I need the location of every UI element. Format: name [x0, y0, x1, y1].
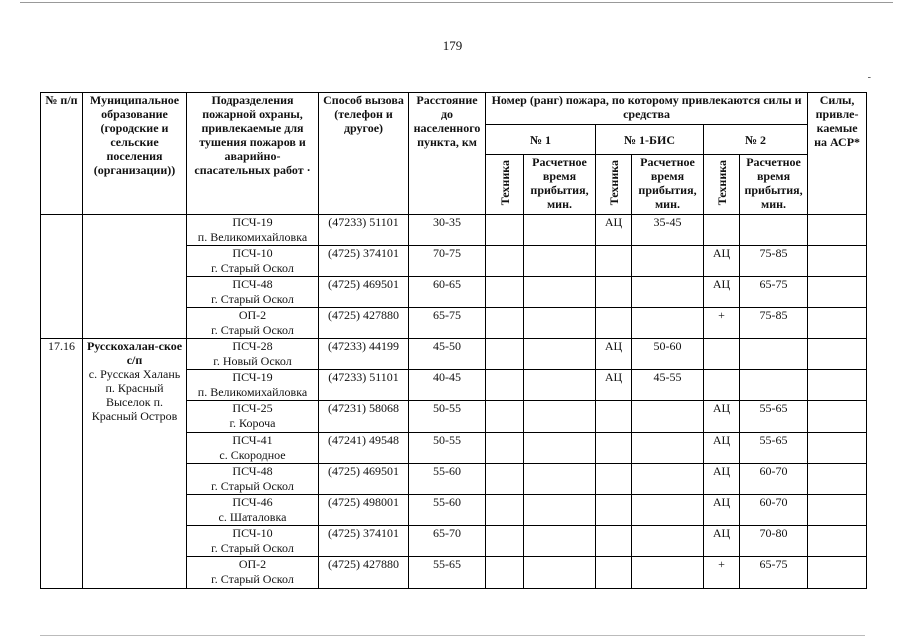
technique-rank-2: АЦ: [704, 464, 740, 495]
technique-rank-2: +: [704, 308, 740, 339]
distance: 60-65: [409, 277, 486, 308]
unit-name: ОП-2: [238, 308, 267, 322]
technique-rank-2: АЦ: [704, 433, 740, 464]
arrival-rank-1bis: 45-55: [632, 370, 704, 401]
unit-place: г. Старый Оскол: [211, 292, 294, 306]
arrival-rank-1: [524, 557, 596, 589]
arrival-rank-1: [524, 495, 596, 526]
technique-rank-1: [486, 464, 524, 495]
technique-rank-1bis: [596, 557, 632, 589]
header-rank-title: Номер (ранг) пожара, по которому привлекаются силы и средства: [486, 93, 808, 125]
arrival-rank-2: 55-65: [740, 401, 808, 433]
arrival-rank-2: 75-85: [740, 308, 808, 339]
unit-name: ПСЧ-10: [232, 526, 273, 540]
technique-rank-1bis: АЦ: [596, 339, 632, 370]
table-body: [41, 215, 867, 589]
table-row: [41, 339, 867, 370]
asr-forces: [808, 339, 867, 370]
call-method: (4725) 498001: [319, 495, 409, 526]
technique-rank-1: [486, 526, 524, 557]
technique-rank-2: АЦ: [704, 401, 740, 433]
distance: 50-55: [409, 433, 486, 464]
unit-place: г. Старый Оскол: [211, 261, 294, 275]
asr-forces: [808, 277, 867, 308]
technique-rank-1: [486, 308, 524, 339]
unit-name: ПСЧ-41: [232, 433, 273, 447]
arrival-rank-2: 55-65: [740, 433, 808, 464]
arrival-rank-1: [524, 246, 596, 277]
header-arrival-2: Расчетное время прибытия, мин.: [740, 155, 808, 215]
unit-name: ПСЧ-19: [232, 370, 273, 384]
unit-place: г. Новый Оскол: [213, 354, 292, 368]
arrival-rank-2: [740, 215, 808, 246]
unit-cell: [187, 339, 319, 370]
technique-rank-2: АЦ: [704, 495, 740, 526]
municipality: [83, 339, 187, 589]
arrival-rank-1bis: [632, 277, 704, 308]
arrival-rank-1: [524, 215, 596, 246]
technique-rank-2: АЦ: [704, 277, 740, 308]
call-method: (47233) 44199: [319, 339, 409, 370]
asr-forces: [808, 401, 867, 433]
header-call-method: Способ вызова (телефон и другое): [319, 93, 409, 215]
unit-name: ПСЧ-48: [232, 464, 273, 478]
unit-cell: [187, 370, 319, 401]
technique-rank-2: +: [704, 557, 740, 589]
technique-rank-1bis: [596, 401, 632, 433]
arrival-rank-1: [524, 308, 596, 339]
technique-rank-2: [704, 370, 740, 401]
call-method: (47241) 49548: [319, 433, 409, 464]
technique-rank-2: [704, 339, 740, 370]
unit-cell: [187, 557, 319, 589]
technique-rank-1: [486, 339, 524, 370]
unit-place: с. Скородное: [219, 448, 286, 462]
call-method: (4725) 374101: [319, 526, 409, 557]
arrival-rank-1: [524, 464, 596, 495]
asr-forces: [808, 526, 867, 557]
unit-place: п. Великомихайловка: [197, 230, 308, 244]
arrival-rank-2: 60-70: [740, 464, 808, 495]
technique-rank-1bis: [596, 495, 632, 526]
arrival-rank-2: [740, 339, 808, 370]
table-row: [41, 215, 867, 246]
municipality-name: Русскохалан-ское с/п: [86, 339, 183, 367]
asr-forces: [808, 370, 867, 401]
unit-name: ПСЧ-25: [232, 401, 273, 415]
technique-rank-1bis: АЦ: [596, 370, 632, 401]
unit-place: п. Великомихайловка: [197, 385, 308, 399]
header-technique-1bis: Техника: [596, 155, 632, 215]
table-header: [41, 93, 867, 215]
technique-rank-1: [486, 277, 524, 308]
unit-cell: [187, 526, 319, 557]
header-rank-2: № 2: [704, 125, 808, 155]
call-method: (4725) 427880: [319, 557, 409, 589]
municipality: [83, 215, 187, 339]
distance: 65-75: [409, 308, 486, 339]
call-method: (47233) 51101: [319, 370, 409, 401]
distance: 50-55: [409, 401, 486, 433]
call-method: (4725) 427880: [319, 308, 409, 339]
arrival-rank-1: [524, 526, 596, 557]
unit-place: г. Старый Оскол: [211, 572, 294, 586]
margin-mark: -: [867, 72, 871, 83]
technique-rank-2: [704, 215, 740, 246]
arrival-rank-1bis: 35-45: [632, 215, 704, 246]
asr-forces: [808, 464, 867, 495]
technique-rank-1bis: [596, 526, 632, 557]
unit-place: с. Шаталовка: [218, 510, 287, 524]
technique-rank-1: [486, 370, 524, 401]
unit-name: ПСЧ-19: [232, 215, 273, 229]
asr-forces: [808, 246, 867, 277]
header-arrival-1bis: Расчетное время прибытия, мин.: [632, 155, 704, 215]
header-unit: Подразделения пожарной охраны, привлекаемые для тушения пожаров и аварийно-спасательных работ ·: [187, 93, 319, 215]
arrival-rank-1bis: [632, 401, 704, 433]
arrival-rank-2: [740, 370, 808, 401]
settlements-list: с. Русская Халань п. Красный Выселок п. Красный Остров: [88, 367, 181, 423]
technique-rank-1bis: [596, 308, 632, 339]
arrival-rank-2: 65-75: [740, 557, 808, 589]
fire-forces-table: [40, 92, 867, 589]
arrival-rank-1bis: [632, 246, 704, 277]
technique-rank-1: [486, 495, 524, 526]
technique-rank-2: АЦ: [704, 246, 740, 277]
header-technique-1: Техника: [486, 155, 524, 215]
call-method: (4725) 469501: [319, 464, 409, 495]
technique-rank-2: АЦ: [704, 526, 740, 557]
arrival-rank-1: [524, 370, 596, 401]
arrival-rank-1: [524, 277, 596, 308]
arrival-rank-1bis: [632, 557, 704, 589]
arrival-rank-1: [524, 401, 596, 433]
asr-forces: [808, 557, 867, 589]
arrival-rank-1bis: [632, 308, 704, 339]
header-arrival-1: Расчетное время прибытия, мин.: [524, 155, 596, 215]
technique-rank-1bis: [596, 433, 632, 464]
arrival-rank-1bis: [632, 526, 704, 557]
unit-cell: [187, 495, 319, 526]
arrival-rank-1bis: [632, 433, 704, 464]
unit-place: г. Старый Оскол: [211, 323, 294, 337]
unit-cell: [187, 433, 319, 464]
unit-cell: [187, 308, 319, 339]
row-number: 17.16: [41, 339, 83, 589]
technique-rank-1bis: [596, 277, 632, 308]
technique-rank-1bis: АЦ: [596, 215, 632, 246]
unit-place: г. Старый Оскол: [211, 541, 294, 555]
unit-name: ПСЧ-10: [232, 246, 273, 260]
distance: 70-75: [409, 246, 486, 277]
arrival-rank-2: 70-80: [740, 526, 808, 557]
arrival-rank-1: [524, 339, 596, 370]
header-distance: Расстояние до населенного пункта, км: [409, 93, 486, 215]
arrival-rank-2: 60-70: [740, 495, 808, 526]
asr-forces: [808, 433, 867, 464]
distance: 55-65: [409, 557, 486, 589]
header-rank-1: № 1: [486, 125, 596, 155]
distance: 40-45: [409, 370, 486, 401]
technique-rank-1bis: [596, 464, 632, 495]
bottom-rule: [40, 635, 865, 636]
header-rank-1bis: № 1-БИС: [596, 125, 704, 155]
top-rule: [20, 2, 893, 3]
arrival-rank-1bis: 50-60: [632, 339, 704, 370]
call-method: (4725) 469501: [319, 277, 409, 308]
unit-name: ПСЧ-48: [232, 277, 273, 291]
call-method: (47233) 51101: [319, 215, 409, 246]
call-method: (47231) 58068: [319, 401, 409, 433]
page-number: 179: [442, 38, 463, 53]
unit-cell: [187, 277, 319, 308]
distance: 55-60: [409, 495, 486, 526]
unit-name: ПСЧ-28: [232, 339, 273, 353]
unit-cell: [187, 401, 319, 433]
unit-place: г. Короча: [229, 416, 276, 430]
unit-cell: [187, 215, 319, 246]
asr-forces: [808, 215, 867, 246]
arrival-rank-1: [524, 433, 596, 464]
row-number: [41, 215, 83, 339]
technique-rank-1: [486, 246, 524, 277]
unit-name: ПСЧ-46: [232, 495, 273, 509]
header-municipality: Муниципальное образование (городские и сельские поселения (организации)): [83, 93, 187, 215]
header-num: № п/п: [41, 93, 83, 215]
header-technique-2: Техника: [704, 155, 740, 215]
arrival-rank-2: 65-75: [740, 277, 808, 308]
technique-rank-1: [486, 557, 524, 589]
technique-rank-1: [486, 401, 524, 433]
distance: 65-70: [409, 526, 486, 557]
arrival-rank-1bis: [632, 495, 704, 526]
arrival-rank-2: 75-85: [740, 246, 808, 277]
unit-cell: [187, 246, 319, 277]
asr-forces: [808, 308, 867, 339]
unit-place: г. Старый Оскол: [211, 479, 294, 493]
technique-rank-1: [486, 433, 524, 464]
distance: 55-60: [409, 464, 486, 495]
unit-name: ОП-2: [238, 557, 267, 571]
technique-rank-1: [486, 215, 524, 246]
asr-forces: [808, 495, 867, 526]
technique-rank-1bis: [596, 246, 632, 277]
arrival-rank-1bis: [632, 464, 704, 495]
distance: 30-35: [409, 215, 486, 246]
unit-cell: [187, 464, 319, 495]
distance: 45-50: [409, 339, 486, 370]
header-asr: Силы, привле-каемые на АСР*: [808, 93, 867, 215]
call-method: (4725) 374101: [319, 246, 409, 277]
